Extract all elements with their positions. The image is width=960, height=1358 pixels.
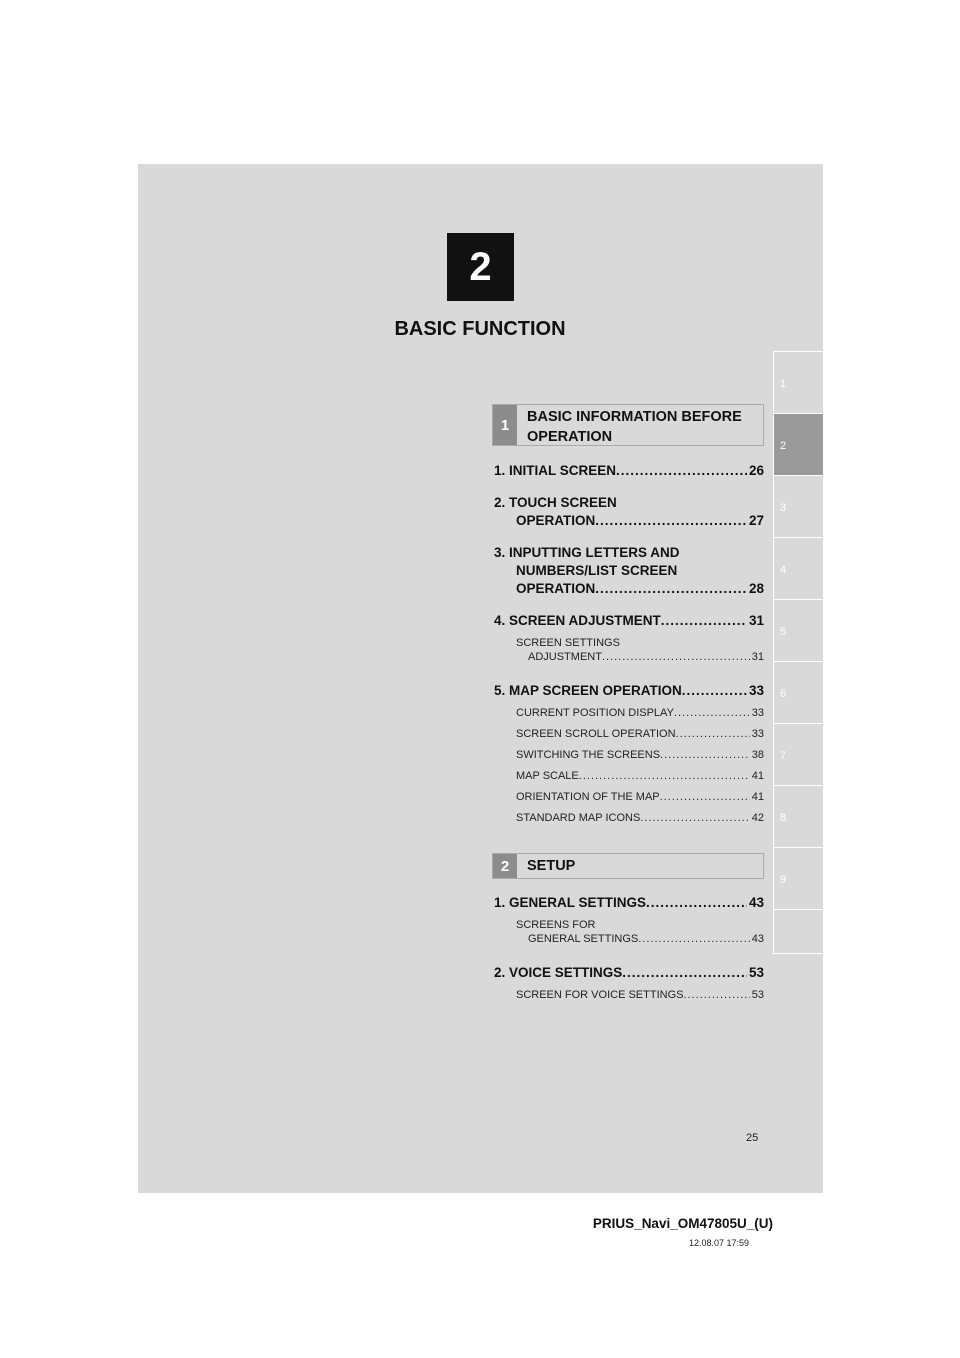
tab-8[interactable]: 8 <box>773 785 823 847</box>
section-header-1 <box>492 404 764 446</box>
tab-5[interactable]: 5 <box>773 599 823 661</box>
section-number: 2 <box>493 854 517 878</box>
toc-sub-screens-for-general[interactable]: SCREENS FOR GENERAL SETTINGS ..... 43 <box>516 918 764 946</box>
toc-entry-initial-screen[interactable]: 1. INITIAL SCREEN ..... 26 <box>494 462 764 480</box>
toc-entry-touch-screen[interactable]: 2. TOUCH SCREEN OPERATION ..... 27 <box>494 494 764 530</box>
section-header-2 <box>492 853 764 879</box>
page-ref: 31 <box>748 613 764 628</box>
page-ref: 28 <box>748 581 764 596</box>
chapter-title: BASIC FUNCTION <box>394 318 566 340</box>
footer-document-id: PRIUS_Navi_OM47805U_(U) <box>592 1216 773 1231</box>
tab-4[interactable]: 4 <box>773 537 823 599</box>
tab-1[interactable]: 1 <box>773 351 823 413</box>
section-title: SETUP <box>527 858 576 874</box>
toc-sub-voice-settings[interactable]: SCREEN FOR VOICE SETTINGS ..... 53 <box>516 988 764 1002</box>
toc-sub-current-position[interactable]: CURRENT POSITION DISPLAY ..... 33 <box>516 706 764 720</box>
toc-sub-orientation[interactable]: ORIENTATION OF THE MAP ..... 41 <box>516 790 764 804</box>
chapter-number-box: 2 <box>447 233 514 301</box>
page-ref: 33 <box>748 683 764 698</box>
toc-entry-voice-settings[interactable]: 2. VOICE SETTINGS ..... 53 <box>494 964 764 982</box>
page-number: 25 <box>746 1132 759 1144</box>
toc-sub-screen-scroll[interactable]: SCREEN SCROLL OPERATION ..... 33 <box>516 727 764 741</box>
page-ref: 43 <box>748 895 764 910</box>
page-ref: 53 <box>748 965 764 980</box>
tab-3[interactable]: 3 <box>773 475 823 537</box>
page-ref: 26 <box>748 463 764 478</box>
tab-7[interactable]: 7 <box>773 723 823 785</box>
toc-sub-map-scale[interactable]: MAP SCALE ..... 41 <box>516 769 764 783</box>
tab-blank <box>773 909 823 954</box>
toc-entry-general-settings[interactable]: 1. GENERAL SETTINGS ..... 43 <box>494 894 764 912</box>
page-ref: 27 <box>748 513 764 528</box>
chapter-tabs <box>773 351 823 954</box>
toc-entry-map-screen[interactable]: 5. MAP SCREEN OPERATION ..... 33 <box>494 682 764 700</box>
tab-6[interactable]: 6 <box>773 661 823 723</box>
section-title: BASIC INFORMATION BEFORE OPERATION <box>527 409 742 445</box>
toc-entry-screen-adjustment[interactable]: 4. SCREEN ADJUSTMENT ..... 31 <box>494 612 764 630</box>
toc-sub-switching-screens[interactable]: SWITCHING THE SCREENS ..... 38 <box>516 748 764 762</box>
tab-9[interactable]: 9 <box>773 847 823 909</box>
tab-2[interactable]: 2 <box>773 413 823 475</box>
toc-sub-standard-map-icons[interactable]: STANDARD MAP ICONS ..... 42 <box>516 811 764 825</box>
toc-sub-screen-settings[interactable]: SCREEN SETTINGS ADJUSTMENT ..... 31 <box>516 636 764 664</box>
toc-entry-inputting-letters[interactable]: 3. INPUTTING LETTERS AND NUMBERS/LIST SCREEN OPERATION ..... 28 <box>494 544 764 598</box>
footer-timestamp: 12.08.07 17:59 <box>688 1238 749 1248</box>
section-number: 1 <box>493 405 517 445</box>
